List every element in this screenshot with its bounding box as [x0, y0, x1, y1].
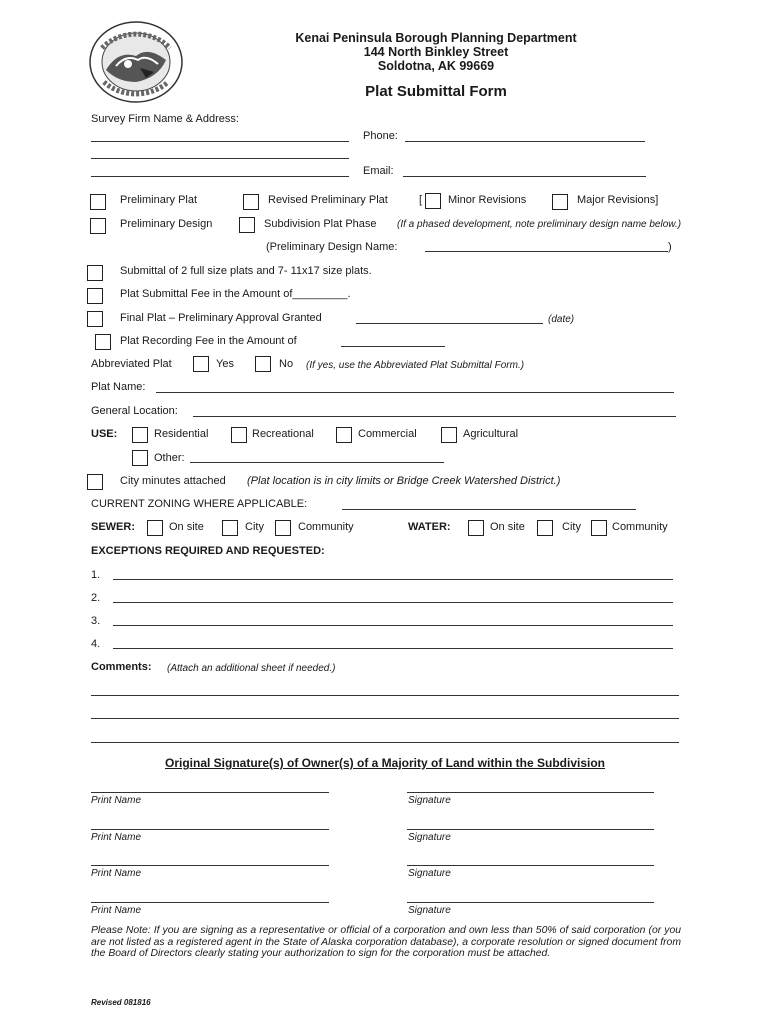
abbreviated-plat-label: Abbreviated Plat	[91, 358, 172, 370]
sewer-label: SEWER:	[91, 521, 135, 533]
abbreviated-no-checkbox[interactable]	[255, 356, 271, 372]
exception-field-1[interactable]	[113, 579, 673, 580]
signature-line-3[interactable]	[407, 865, 654, 866]
email-label: Email:	[363, 165, 394, 177]
major-revisions-label: Major Revisions]	[577, 194, 659, 206]
recording-fee-checkbox[interactable]	[95, 334, 111, 350]
please-note-paragraph: Please Note: If you are signing as a representative or official of a corporation and own less than 50% of said corporation (or you are not listed as a registered agent in the State of Alaska corporation database), a corporate resolution or signed document from the Board of Directors clearly stating your authorization to sign for the corporation must be attached.	[91, 925, 681, 960]
city-minutes-note: (Plat location is in city limits or Bridge Creek Watershed District.)	[247, 475, 561, 487]
comments-line-2[interactable]	[91, 718, 679, 719]
water-city-label: City	[562, 521, 581, 533]
submittal-fee-checkbox[interactable]	[87, 288, 103, 304]
survey-firm-line-2[interactable]	[91, 158, 349, 159]
email-field[interactable]	[403, 176, 646, 177]
open-bracket: [	[419, 194, 423, 206]
city-state-zip: Soldotna, AK 99669	[377, 59, 495, 73]
use-agricultural-label: Agricultural	[463, 428, 519, 440]
form-title: Plat Submittal Form	[365, 83, 507, 100]
preliminary-design-name-label: (Preliminary Design Name:	[266, 241, 398, 253]
signature-line-2[interactable]	[407, 829, 654, 830]
subdivision-plat-phase-checkbox[interactable]	[239, 217, 255, 233]
water-on-site-checkbox[interactable]	[468, 520, 484, 536]
borough-seal-logo	[88, 20, 184, 104]
use-recreational-label: Recreational	[252, 428, 314, 440]
phone-field[interactable]	[405, 141, 645, 142]
full-size-plats-checkbox[interactable]	[87, 265, 103, 281]
water-community-label: Community	[612, 521, 668, 533]
preliminary-plat-checkbox[interactable]	[90, 194, 106, 210]
zoning-field[interactable]	[342, 509, 636, 510]
survey-firm-label: Survey Firm Name & Address:	[91, 113, 239, 125]
subdivision-plat-phase-label: Subdivision Plat Phase	[264, 218, 377, 230]
use-residential-label: Residential	[154, 428, 209, 440]
abbreviated-yes-checkbox[interactable]	[193, 356, 209, 372]
submittal-fee-label: Plat Submittal Fee in the Amount of_________.	[120, 288, 351, 300]
use-residential-checkbox[interactable]	[132, 427, 148, 443]
print-name-label-3: Print Name	[91, 868, 142, 879]
print-name-line-4[interactable]	[91, 902, 329, 903]
signature-label-4: Signature	[408, 905, 451, 916]
signature-line-1[interactable]	[407, 792, 654, 793]
signatures-heading: Original Signature(s) of Owner(s) of a Majority of Land within the Subdivision	[164, 756, 605, 770]
phase-note: (If a phased development, note preliminary design name below.)	[397, 219, 682, 230]
phone-label: Phone:	[363, 130, 398, 142]
final-plat-checkbox[interactable]	[87, 311, 103, 327]
use-agricultural-checkbox[interactable]	[441, 427, 457, 443]
major-revisions-checkbox[interactable]	[552, 194, 568, 210]
preliminary-design-checkbox[interactable]	[90, 218, 106, 234]
city-minutes-checkbox[interactable]	[87, 474, 103, 490]
signature-label-3: Signature	[408, 868, 451, 879]
survey-firm-line-1[interactable]	[91, 141, 349, 142]
revised-date: Revised 081816	[91, 998, 151, 1007]
signature-label-1: Signature	[408, 795, 451, 806]
general-location-field[interactable]	[193, 416, 676, 417]
exception-number-3: 3.	[91, 615, 101, 627]
exception-number-1: 1.	[91, 569, 101, 581]
exceptions-label: EXCEPTIONS REQUIRED AND REQUESTED:	[91, 545, 325, 557]
exception-number-2: 2.	[91, 592, 101, 604]
abbreviated-note: (If yes, use the Abbreviated Plat Submittal Form.)	[306, 360, 525, 371]
exception-field-4[interactable]	[113, 648, 673, 649]
department-name: Kenai Peninsula Borough Planning Department	[295, 31, 577, 45]
date-label: (date)	[548, 314, 575, 325]
sewer-community-label: Community	[298, 521, 354, 533]
abbreviated-no-label: No	[279, 358, 294, 370]
signature-label-2: Signature	[408, 832, 451, 843]
survey-firm-line-3[interactable]	[91, 176, 349, 177]
use-recreational-checkbox[interactable]	[231, 427, 247, 443]
pd-name-close: )	[668, 241, 672, 253]
print-name-label-4: Print Name	[91, 905, 142, 916]
comments-line-3[interactable]	[91, 742, 679, 743]
street-address: 144 North Binkley Street	[363, 45, 509, 59]
plat-name-label: Plat Name:	[91, 381, 146, 393]
sewer-on-site-checkbox[interactable]	[147, 520, 163, 536]
approval-date-field[interactable]	[356, 323, 543, 324]
water-community-checkbox[interactable]	[591, 520, 607, 536]
plat-name-field[interactable]	[156, 392, 674, 393]
zoning-label: CURRENT ZONING WHERE APPLICABLE:	[91, 498, 308, 510]
abbreviated-yes-label: Yes	[216, 358, 234, 370]
minor-revisions-label: Minor Revisions	[448, 194, 527, 206]
exception-field-2[interactable]	[113, 602, 673, 603]
final-plat-label: Final Plat – Preliminary Approval Granted	[120, 312, 322, 324]
print-name-line-1[interactable]	[91, 792, 329, 793]
water-on-site-label: On site	[490, 521, 525, 533]
use-other-field[interactable]	[190, 462, 444, 463]
comments-line-1[interactable]	[91, 695, 679, 696]
use-commercial-checkbox[interactable]	[336, 427, 352, 443]
comments-label: Comments:	[91, 661, 152, 673]
sewer-city-checkbox[interactable]	[222, 520, 238, 536]
city-minutes-label: City minutes attached	[120, 475, 226, 487]
signature-line-4[interactable]	[407, 902, 654, 903]
use-other-checkbox[interactable]	[132, 450, 148, 466]
preliminary-design-label: Preliminary Design	[120, 218, 213, 230]
sewer-on-site-label: On site	[169, 521, 204, 533]
revised-preliminary-plat-label: Revised Preliminary Plat	[268, 194, 388, 206]
recording-fee-field[interactable]	[341, 346, 445, 347]
use-other-label: Other:	[154, 452, 185, 464]
print-name-label-1: Print Name	[91, 795, 142, 806]
use-label: USE:	[91, 428, 118, 440]
comments-note: (Attach an additional sheet if needed.)	[167, 663, 336, 674]
exception-field-3[interactable]	[113, 625, 673, 626]
sewer-city-label: City	[245, 521, 264, 533]
print-name-label-2: Print Name	[91, 832, 142, 843]
print-name-line-3[interactable]	[91, 865, 329, 866]
preliminary-plat-label: Preliminary Plat	[120, 194, 198, 206]
recording-fee-label: Plat Recording Fee in the Amount of	[120, 335, 297, 347]
print-name-line-2[interactable]	[91, 829, 329, 830]
use-commercial-label: Commercial	[358, 428, 417, 440]
water-label: WATER:	[408, 521, 451, 533]
sewer-community-checkbox[interactable]	[275, 520, 291, 536]
full-size-plats-label: Submittal of 2 full size plats and 7- 11x17 size plats.	[120, 265, 372, 277]
preliminary-design-name-field[interactable]	[425, 251, 668, 252]
minor-revisions-checkbox[interactable]	[425, 193, 441, 209]
exception-number-4: 4.	[91, 638, 101, 650]
general-location-label: General Location:	[91, 405, 178, 417]
revised-preliminary-plat-checkbox[interactable]	[243, 194, 259, 210]
water-city-checkbox[interactable]	[537, 520, 553, 536]
